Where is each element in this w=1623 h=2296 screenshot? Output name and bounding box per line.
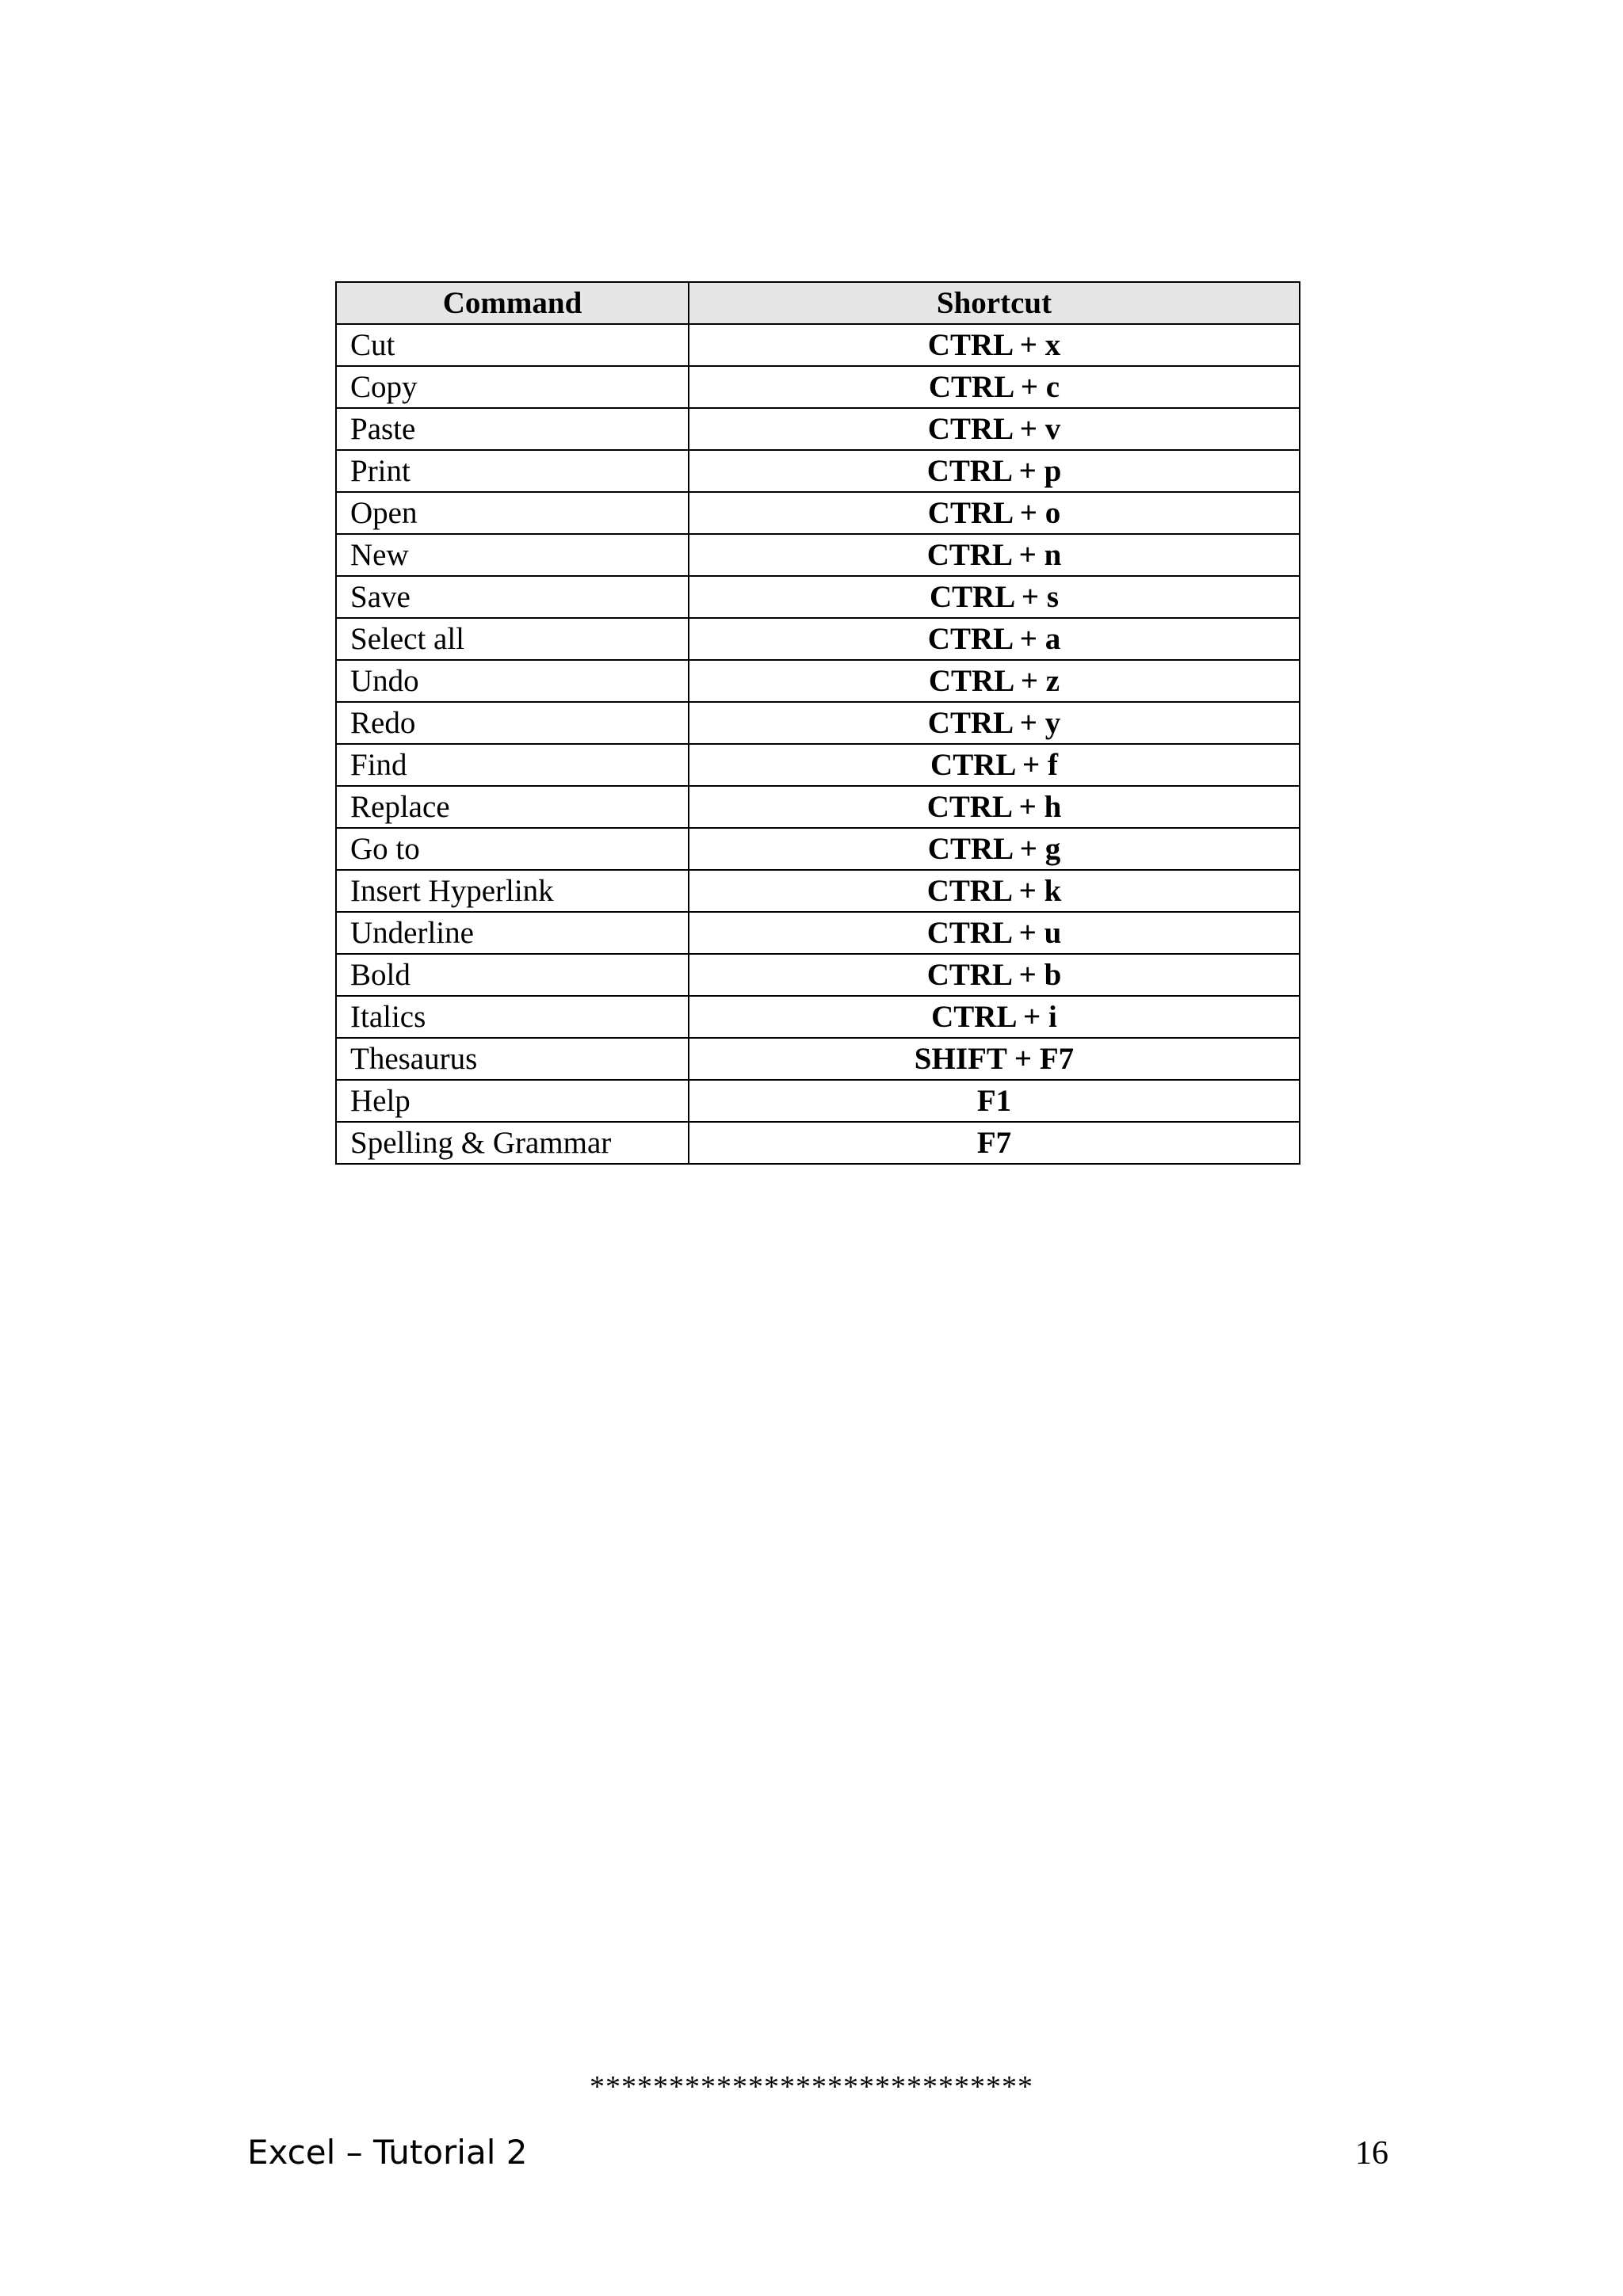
shortcut-cell: CTRL + u (689, 912, 1300, 954)
command-cell: Help (336, 1080, 689, 1122)
table-row (336, 576, 1300, 618)
shortcut-cell: CTRL + s (689, 576, 1300, 618)
table-row (336, 954, 1300, 996)
table-row (336, 534, 1300, 576)
table-row (336, 660, 1300, 702)
shortcut-cell: CTRL + p (689, 450, 1300, 492)
command-cell: New (336, 534, 689, 576)
shortcut-cell: CTRL + f (689, 744, 1300, 786)
shortcut-cell: CTRL + o (689, 492, 1300, 534)
table-row (336, 912, 1300, 954)
page-number: 16 (1355, 2135, 1388, 2172)
table-row (336, 1080, 1300, 1122)
command-cell: Insert Hyperlink (336, 870, 689, 912)
table-row (336, 408, 1300, 450)
command-cell: Select all (336, 618, 689, 660)
command-cell: Open (336, 492, 689, 534)
shortcut-cell: CTRL + g (689, 828, 1300, 870)
command-cell: Bold (336, 954, 689, 996)
shortcut-cell: CTRL + x (689, 324, 1300, 366)
command-cell: Italics (336, 996, 689, 1038)
command-cell: Cut (336, 324, 689, 366)
shortcut-cell: F7 (689, 1122, 1300, 1164)
command-cell: Go to (336, 828, 689, 870)
command-cell: Replace (336, 786, 689, 828)
table-body (336, 324, 1300, 1164)
shortcut-cell: CTRL + n (689, 534, 1300, 576)
table-row (336, 450, 1300, 492)
section-separator: **************************** (590, 2070, 1033, 2103)
command-cell: Paste (336, 408, 689, 450)
command-cell: Thesaurus (336, 1038, 689, 1080)
command-cell: Copy (336, 366, 689, 408)
table-row (336, 492, 1300, 534)
table-row (336, 366, 1300, 408)
command-cell: Underline (336, 912, 689, 954)
table-row (336, 870, 1300, 912)
command-cell: Find (336, 744, 689, 786)
table-row (336, 702, 1300, 744)
shortcut-cell: CTRL + b (689, 954, 1300, 996)
command-cell: Print (336, 450, 689, 492)
column-header-command: Command (336, 282, 689, 324)
shortcut-cell: CTRL + h (689, 786, 1300, 828)
shortcut-cell: F1 (689, 1080, 1300, 1122)
command-cell: Redo (336, 702, 689, 744)
table-row (336, 996, 1300, 1038)
command-cell: Undo (336, 660, 689, 702)
column-header-shortcut: Shortcut (689, 282, 1300, 324)
footer-title: Excel – Tutorial 2 (247, 2133, 528, 2172)
table-row (336, 324, 1300, 366)
table-row (336, 744, 1300, 786)
shortcut-cell: SHIFT + F7 (689, 1038, 1300, 1080)
command-cell: Save (336, 576, 689, 618)
table-header-row (336, 282, 1300, 324)
table-row (336, 1122, 1300, 1164)
shortcut-cell: CTRL + a (689, 618, 1300, 660)
shortcut-cell: CTRL + v (689, 408, 1300, 450)
table-row (336, 786, 1300, 828)
shortcut-cell: CTRL + z (689, 660, 1300, 702)
table-row (336, 1038, 1300, 1080)
table-row (336, 828, 1300, 870)
shortcut-cell: CTRL + c (689, 366, 1300, 408)
shortcut-cell: CTRL + y (689, 702, 1300, 744)
shortcut-table (335, 281, 1300, 1165)
table-row (336, 618, 1300, 660)
shortcut-cell: CTRL + i (689, 996, 1300, 1038)
shortcut-cell: CTRL + k (689, 870, 1300, 912)
table-header (336, 282, 1300, 324)
command-cell: Spelling & Grammar (336, 1122, 689, 1164)
